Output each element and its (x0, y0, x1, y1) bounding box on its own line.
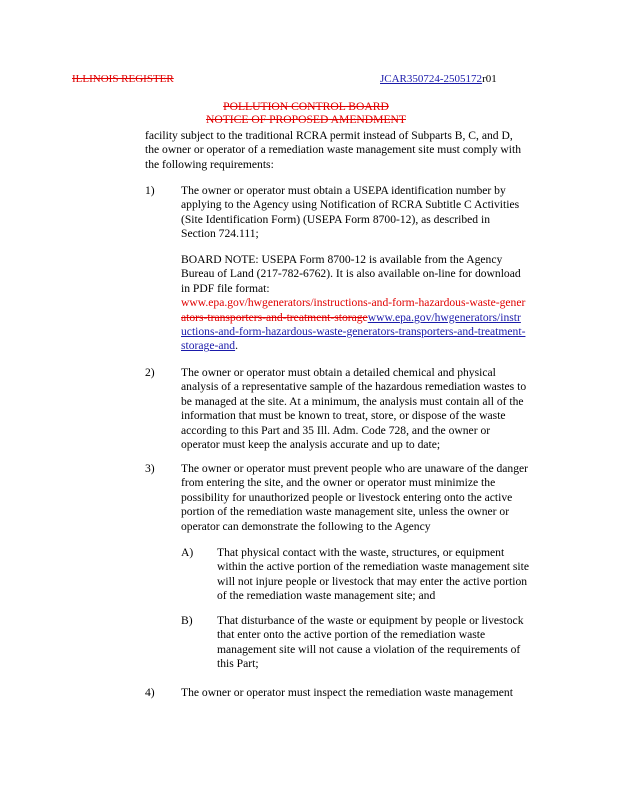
item-3-number: 3) (145, 462, 155, 475)
sub-b-letter: B) (181, 614, 193, 627)
sub-a-text: That physical contact with the waste, structures, or equipment within the active portion of the remediation waste management site will not injure people or livestock that may enter the active portion of the remediation waste management site; and (217, 546, 529, 603)
item-2-number: 2) (145, 366, 155, 379)
item-2-text: The owner or operator must obtain a detailed chemical and physical analysis of a representative sample of the hazardous remediation wastes to be managed at the site. At a minimum, the analysis must contain all of the information that must be known to treat, store, or dispose of the waste according to this Part and 35 Ill. Adm. Code 728, and the owner or operator must keep the analysis accurate and up to date; (181, 366, 527, 451)
title-board: POLLUTION CONTROL BOARD (223, 100, 389, 113)
header-code-suffix: r01 (482, 73, 497, 85)
header-code-text: JCAR350724-2505172 (380, 73, 483, 85)
title-notice: NOTICE OF PROPOSED AMENDMENT (205, 113, 406, 126)
item-1-number: 1) (145, 184, 155, 197)
sub-b-text: That disturbance of the waste or equipment by people or livestock that enter onto the active portion of the remediation waste management site will not cause a violation of the requirements of this Part; (217, 614, 524, 671)
board-note-url-end: storage-and. (181, 339, 238, 353)
board-note-old-url-2: ators-transporters-and-treatment-storage (181, 310, 368, 324)
item-4-number: 4) (145, 686, 155, 699)
item-1-text: The owner or operator must obtain a USEPA identification number by applying to the Agency using Notification of RCRA Subtitle C Activities (Site Identification Form) (USEPA Form 8700-12), as described in Section 724.111; (181, 184, 520, 241)
intro-paragraph: facility subject to the traditional RCRA permit instead of Subparts B, C, and D, the owner or operator of a remediation waste management site must comply with the following requirements: (145, 129, 522, 171)
header-code (380, 72, 497, 86)
board-note-old-url-1: www.epa.gov/hwgenerators/instructions-and-form-hazardous-waste-gener (181, 296, 526, 310)
item-3-text: The owner or operator must prevent people who are unaware of the danger from entering the site, and the owner or operator must minimize the possibility for unauthorized people or livestock entering onto the active portion of the remediation waste management site, unless the owner or operator can demonstrate the following to the Agency (181, 462, 529, 533)
board-note-url-row (181, 311, 525, 325)
board-note-new-url-1[interactable]: www.epa.gov/hwgenerators/instr (367, 310, 521, 324)
board-note-new-url-2[interactable]: uctions-and-form-hazardous-waste-generators-transporters-and-treatment- (181, 324, 526, 338)
header-register: ILLINOIS REGISTER (72, 73, 174, 85)
sub-a-letter: A) (181, 546, 194, 559)
item-4-text: The owner or operator must inspect the remediation waste management (181, 686, 513, 699)
board-note: BOARD NOTE: USEPA Form 8700-12 is available from the Agency Bureau of Land (217-782-6762). It is also available on-line for download in PDF file format: www.epa.gov/hwgenerators/instructions-and-form-hazardous-waste-gener ators-transporters-and-treatment-storagewww.epa.gov/hwgenerators/instr uctions-and-form-hazardous-waste-generators-transporters-and-treatment- storage-and. (181, 253, 526, 353)
